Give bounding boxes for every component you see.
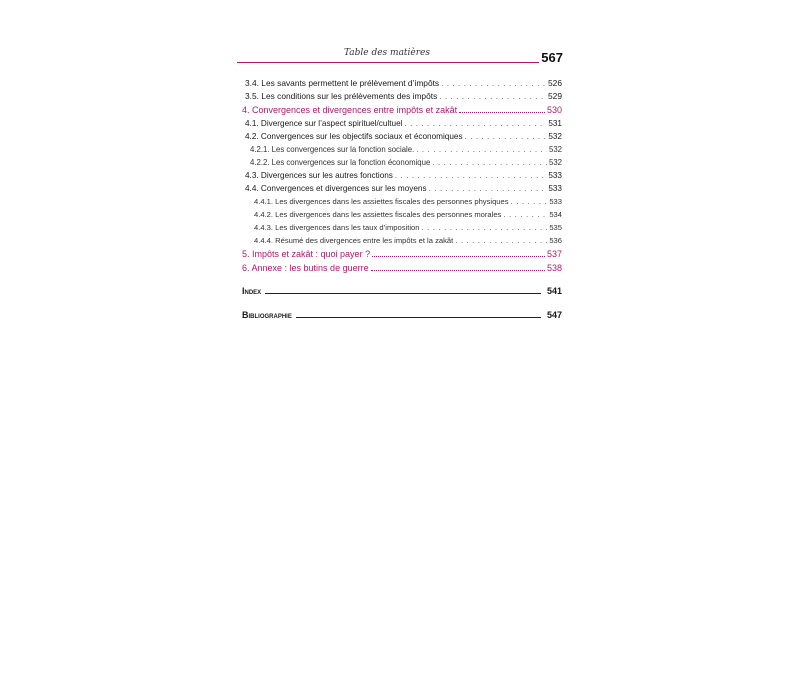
spacer xyxy=(242,275,562,283)
dot-leader xyxy=(372,247,545,257)
toc-entry-label: 4.4.1. Les divergences dans les assiettes fiscales des personnes physiques xyxy=(254,197,509,206)
page-number: 567 xyxy=(541,50,563,65)
toc-chapter-4[interactable] xyxy=(242,103,562,117)
toc-entry-label: 4.2.2. Les convergences sur la fonction économique xyxy=(250,158,431,167)
toc-chapter-page: 538 xyxy=(546,263,562,273)
dot-leader xyxy=(455,234,547,247)
toc-chapter-label: 4. Convergences et divergences entre impôts et zakât xyxy=(242,105,458,115)
toc-entry-page: 536 xyxy=(549,236,562,245)
toc-chapter-page: 530 xyxy=(546,105,562,115)
toc-entry-3-5[interactable] xyxy=(242,90,562,103)
toc-entry-label: 3.4. Les savants permettent le prélèvement d’impôts xyxy=(245,78,440,88)
toc-entry-4-3[interactable] xyxy=(242,169,562,182)
toc-entry-4-2-2[interactable] xyxy=(242,156,562,169)
spacer xyxy=(242,297,562,307)
toc-chapter-label: 6. Annexe : les butins de guerre xyxy=(242,263,369,273)
toc-entry-label: 4.3. Divergences sur les autres fonctions xyxy=(245,171,393,180)
toc-chapter-6[interactable] xyxy=(242,261,562,275)
toc-entry-page: 532 xyxy=(548,132,562,141)
toc-entry-4-4-4[interactable] xyxy=(242,234,562,247)
toc-entry-page: 532 xyxy=(548,145,562,154)
dot-leader xyxy=(404,117,546,130)
dot-leader xyxy=(503,208,547,221)
toc-entry-4-4-1[interactable] xyxy=(242,195,562,208)
dot-leader xyxy=(459,103,545,113)
running-title: Table des matières xyxy=(343,48,431,58)
toc-entry-page: 533 xyxy=(549,197,562,206)
toc-entry-label: 4.4.2. Les divergences dans les assiettes fiscales des personnes morales xyxy=(254,210,502,219)
toc-entry-label: 3.5. Les conditions sur les prélèvements des impôts xyxy=(245,91,438,101)
toc-index[interactable] xyxy=(242,283,562,297)
dot-leader xyxy=(439,90,546,103)
toc-entry-page: 526 xyxy=(548,78,562,88)
toc-entry-label: 4.4.4. Résumé des divergences entre les impôts et la zakât xyxy=(254,236,454,245)
toc-entry-page: 533 xyxy=(548,171,562,180)
toc-entry-label: 4.1. Divergence sur l’aspect spirituel/cultuel xyxy=(245,119,403,128)
toc-entry-page: 532 xyxy=(548,158,562,167)
toc-bibliography[interactable] xyxy=(242,307,562,321)
toc-entry-4-1[interactable] xyxy=(242,117,562,130)
dot-leader xyxy=(465,130,547,143)
toc-index-label: Index xyxy=(242,286,262,296)
toc-entry-label: 4.4.3. Les divergences dans les taux d’imposition xyxy=(254,223,420,232)
toc-bibliography-label: Bibliographie xyxy=(242,310,292,320)
toc-entry-4-2[interactable] xyxy=(242,130,562,143)
toc-entry-4-4-2[interactable] xyxy=(242,208,562,221)
dot-leader xyxy=(421,221,547,234)
toc-entry-label: 4.2. Convergences sur les objectifs sociaux et économiques xyxy=(245,132,463,141)
toc-entry-3-4[interactable] xyxy=(242,77,562,90)
toc-entry-label: 4.2.1. Les convergences sur la fonction sociale. xyxy=(250,145,415,154)
index-rule xyxy=(265,283,541,294)
dot-leader xyxy=(432,156,547,169)
toc-index-page: 541 xyxy=(546,286,562,296)
header-rule xyxy=(237,62,539,63)
bibliography-rule xyxy=(296,307,541,318)
running-head xyxy=(237,46,563,66)
dot-leader xyxy=(441,77,546,90)
toc-entry-label: 4.4. Convergences et divergences sur les moyens xyxy=(245,184,427,193)
toc-entry-page: 534 xyxy=(549,210,562,219)
toc-chapter-page: 537 xyxy=(546,249,562,259)
toc-entry-4-4-3[interactable] xyxy=(242,221,562,234)
table-of-contents xyxy=(242,77,562,321)
toc-entry-page: 535 xyxy=(549,223,562,232)
dot-leader xyxy=(511,195,548,208)
dot-leader xyxy=(371,261,545,271)
toc-entry-4-2-1[interactable] xyxy=(242,143,562,156)
toc-entry-page: 533 xyxy=(548,184,562,193)
toc-bibliography-page: 547 xyxy=(546,310,562,320)
toc-chapter-5[interactable] xyxy=(242,247,562,261)
dot-leader xyxy=(429,182,547,195)
toc-entry-4-4[interactable] xyxy=(242,182,562,195)
toc-entry-page: 531 xyxy=(548,119,562,128)
dot-leader xyxy=(395,169,546,182)
toc-entry-page: 529 xyxy=(548,91,562,101)
dot-leader xyxy=(416,143,547,156)
toc-chapter-label: 5. Impôts et zakât : quoi payer ? xyxy=(242,249,371,259)
